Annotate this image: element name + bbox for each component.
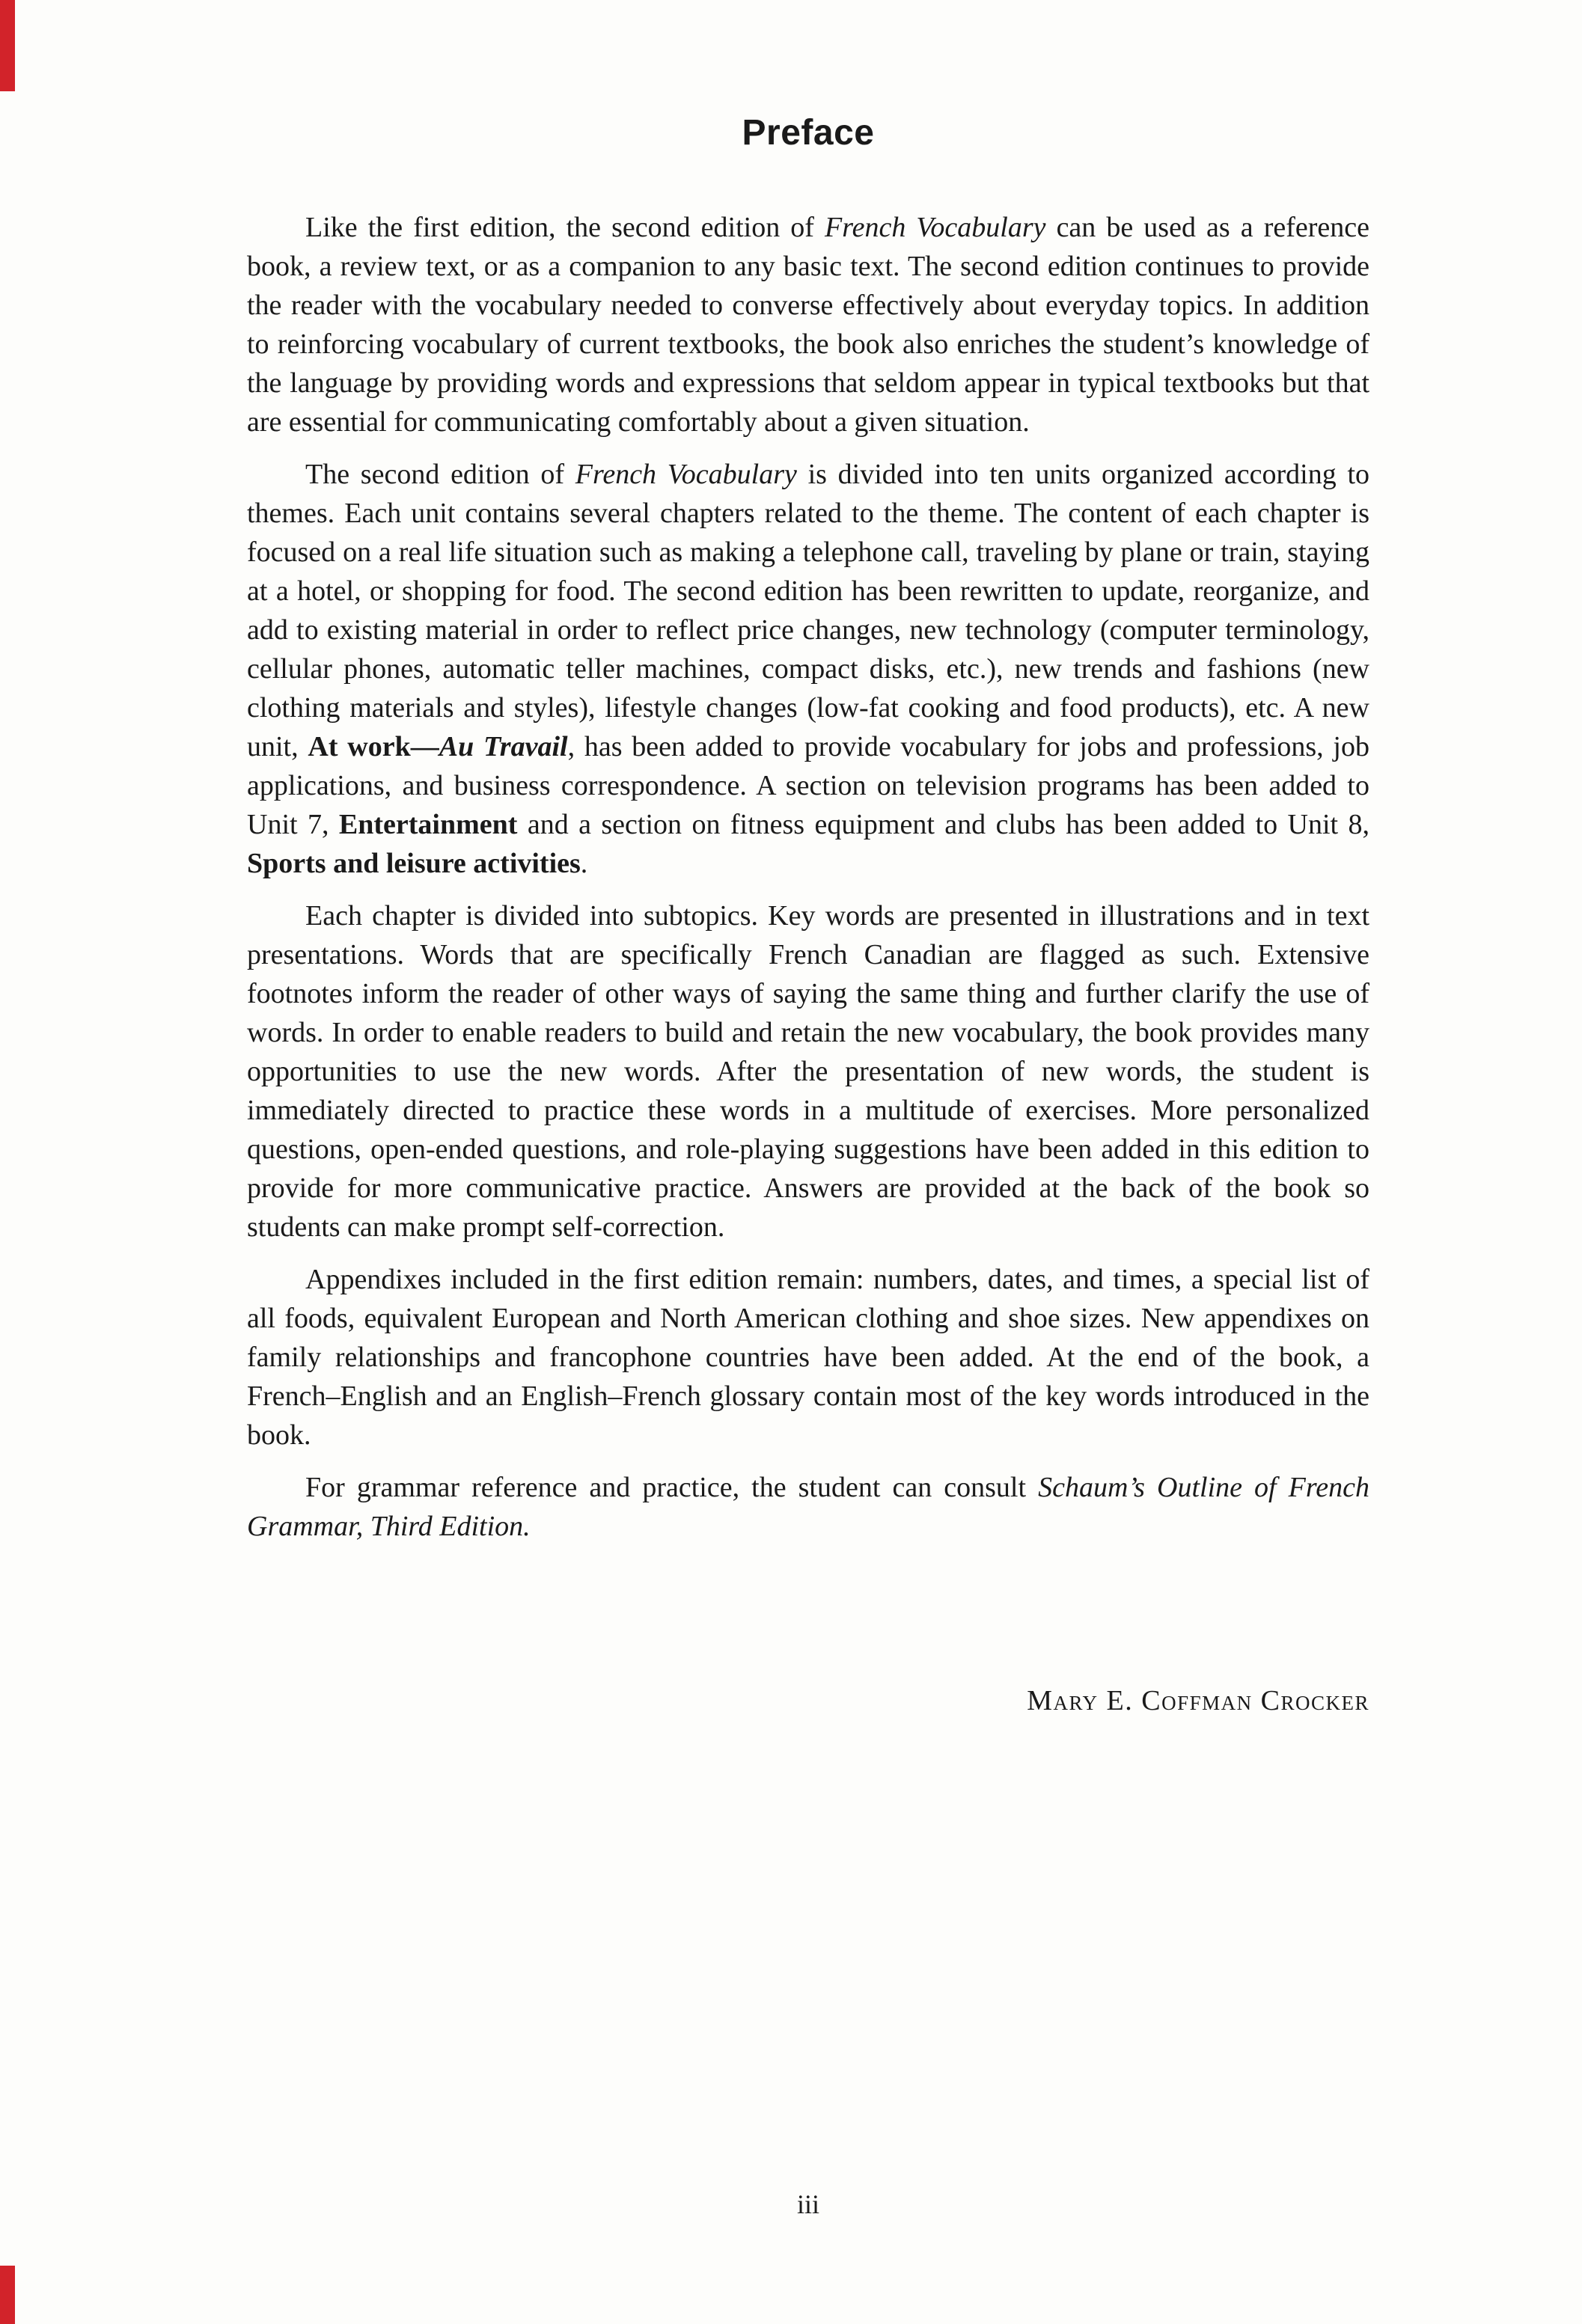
paragraph-segment: can be used as a reference book, a review text, or as a companion to any basic text. The second edition continues to provide the reader with the vocabulary needed to converse effectively about everyday topics. In addition to reinforcing vocabulary of current textbooks, the book also enriches the student’s knowledge of the language by providing words and expressions that seldom appear in typical textbooks but that are essential for communicating comfortably about a given situation. <box>247 212 1369 438</box>
author-signature: Mary E. Coffman Crocker <box>1027 1685 1369 1716</box>
page-title: Preface <box>742 113 875 153</box>
paragraph <box>247 1260 1369 1455</box>
paragraph-segment: Sports and leisure activities <box>247 848 581 879</box>
paragraph-segment: Schaum’s Outline of French Grammar, Third Edition. <box>247 1472 1369 1542</box>
page-content <box>247 112 1369 1717</box>
paragraph-segment: is divided into ten units organized according to themes. Each unit contains several chapters related to the theme. The content of each chapter is focused on a real life situation such as making a telephone call, traveling by plane or train, staying at a hotel, or shopping for food. The second edition has been rewritten to update, reorganize, and add to existing material in order to reflect price changes, new technology (computer terminology, cellular phones, automatic teller machines, compact disks, etc.), new trends and fashions (new clothing materials and styles), lifestyle changes (low-fat cooking and food products), etc. A new unit, <box>247 459 1370 762</box>
preface-paragraphs <box>247 208 1369 1546</box>
paragraph <box>247 455 1369 883</box>
paragraph-segment: . <box>580 848 588 879</box>
page-edge-accent-bottom <box>0 2266 15 2324</box>
page-edge-accent-top <box>0 0 15 91</box>
paragraph-segment: Appendixes included in the first edition remain: numbers, dates, and times, a special list of all foods, equivalent European and North American clothing and shoe sizes. New appendixes on family relationships and francophone countries have been added. At the end of the book, a French–English and an English–French glossary contain most of the key words introduced in the book. <box>247 1264 1369 1451</box>
paragraph-segment: Entertainment <box>338 809 518 840</box>
paragraph-segment: At work— <box>308 731 439 762</box>
paragraph <box>247 1468 1369 1546</box>
paragraph-segment: The second edition of <box>305 459 575 490</box>
paragraph-segment: , has been added to provide vocabulary for jobs and professions, job applications, and business correspondence. A section on television programs has been added to Unit 7, <box>247 731 1369 840</box>
paragraph <box>247 208 1369 441</box>
page-number: iii <box>796 2189 819 2219</box>
paragraph-segment: French Vocabulary <box>825 212 1046 243</box>
paragraph <box>247 896 1369 1247</box>
paragraph-segment: French Vocabulary <box>575 459 797 490</box>
paragraph-segment: For grammar reference and practice, the student can consult <box>305 1472 1039 1503</box>
paragraph-segment: Like the first edition, the second edition of <box>305 212 825 243</box>
paragraph-segment: and a section on fitness equipment and clubs has been added to Unit 8, <box>517 809 1369 840</box>
paragraph-segment: Au Travail <box>439 731 568 762</box>
paragraph-segment: Each chapter is divided into subtopics. Key words are presented in illustrations and in text presentations. Words that are specifically French Canadian are flagged as such. Extensive footnotes inform the reader of other ways of saying the same thing and further clarify the use of words. In order to enable readers to build and retain the new vocabulary, the book provides many opportunities to use the new words. After the presentation of new words, the student is immediately directed to practice these words in a multitude of exercises. More personalized questions, open-ended questions, and role-playing suggestions have been added in this edition to provide for more communicative practice. Answers are provided at the back of the book so students can make prompt self-correction. <box>247 900 1369 1243</box>
